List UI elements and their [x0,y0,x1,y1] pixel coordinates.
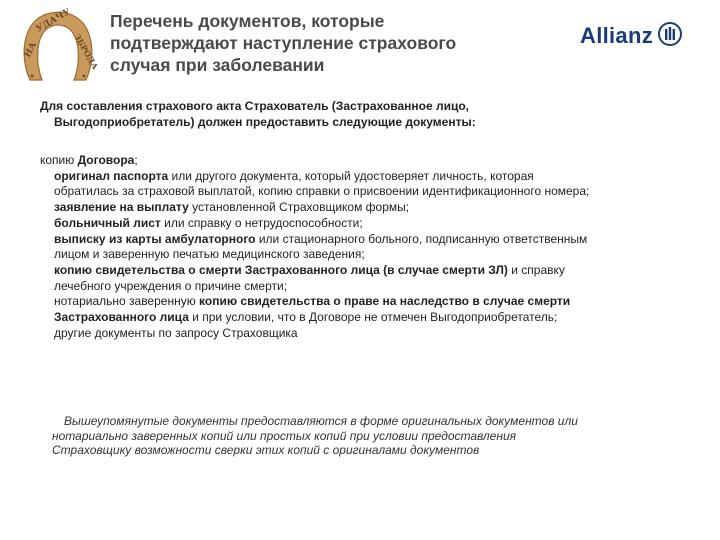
footer-line-1: Вышеупомянутые документы предоставляются в форме оригинальных документов или [64,414,578,428]
text: или другого документа, который удостоверяет личность, которая [168,168,534,183]
list-item [40,153,700,169]
documents-list [40,153,700,341]
svg-text:НА: НА [22,40,40,60]
text-bold: копию свидетельства о смерти Застрахованного лица (в случае смерти ЗЛ) [54,262,508,277]
svg-text:ЗБРОДА: ЗБРОДА [72,32,98,71]
text: и справку [507,262,565,277]
text-bold: выписку из карты амбулаторного [54,231,256,246]
text: копию [40,153,78,167]
list-item: другие документы по запросу Страховщика [54,325,298,340]
text-bold: Договора [77,153,135,167]
intro-line-2: Выгодоприобретатель) должен предоставить следующие документы: [54,114,476,129]
list-item [40,232,700,248]
brand-name: Allianz [580,23,653,48]
text: или справку о нетрудоспособности; [160,215,363,230]
list-item [40,294,700,310]
title-line-2: подтверждают наступление страхового [110,33,457,53]
title-line-1: Перечень документов, которые [110,11,385,31]
text-bold: заявление на выплату [54,200,189,215]
list-item-continuation: обратилась за страховой выплатой, копию справки о присвоении идентификационного номера; [54,184,590,199]
text-bold: оригинал паспорта [54,168,169,183]
list-item-continuation: лечебного учреждения о причине смерти; [54,278,288,293]
text: установленной Страховщиком формы; [188,200,410,215]
text-bold: копию свидетельства о праве на наследство в случае смерти [199,294,571,309]
text-bold: больничный лист [54,215,161,230]
list-item [40,169,700,185]
text-bold: Застрахованного лица [54,310,189,325]
list-item-continuation [40,310,700,326]
text: ; [134,153,138,167]
intro-paragraph [40,99,700,130]
allianz-logo [580,22,690,50]
list-item [40,216,700,232]
text: или стационарного больного, подписанную ответственным [255,231,588,246]
intro-line-1: Для составления страхового акта Страхователь (Застрахованное лицо, [40,99,470,113]
list-item-continuation: лицом и заверенную печатью медицинского заведения; [54,247,365,262]
page-title [110,10,550,76]
svg-text:УДАЧУ: УДАЧУ [34,8,73,35]
horseshoe-icon [18,8,98,86]
horseshoe-logo [18,8,98,86]
title-line-3: случая при заболевании [110,55,325,75]
text: нотариально заверенную [54,294,200,309]
allianz-eagle-icon [658,22,682,51]
footer-note [52,414,702,458]
list-item [40,200,700,216]
footer-line-2: нотариально заверенных копий или простых копий при условии предоставления [52,428,517,443]
footer-line-3: Страховщику возможности сверки этих копий с оригиналами документов [52,443,480,457]
text: и при условии, что в Договоре не отмечен Выгодоприобретатель; [188,310,558,325]
list-item [40,263,700,279]
